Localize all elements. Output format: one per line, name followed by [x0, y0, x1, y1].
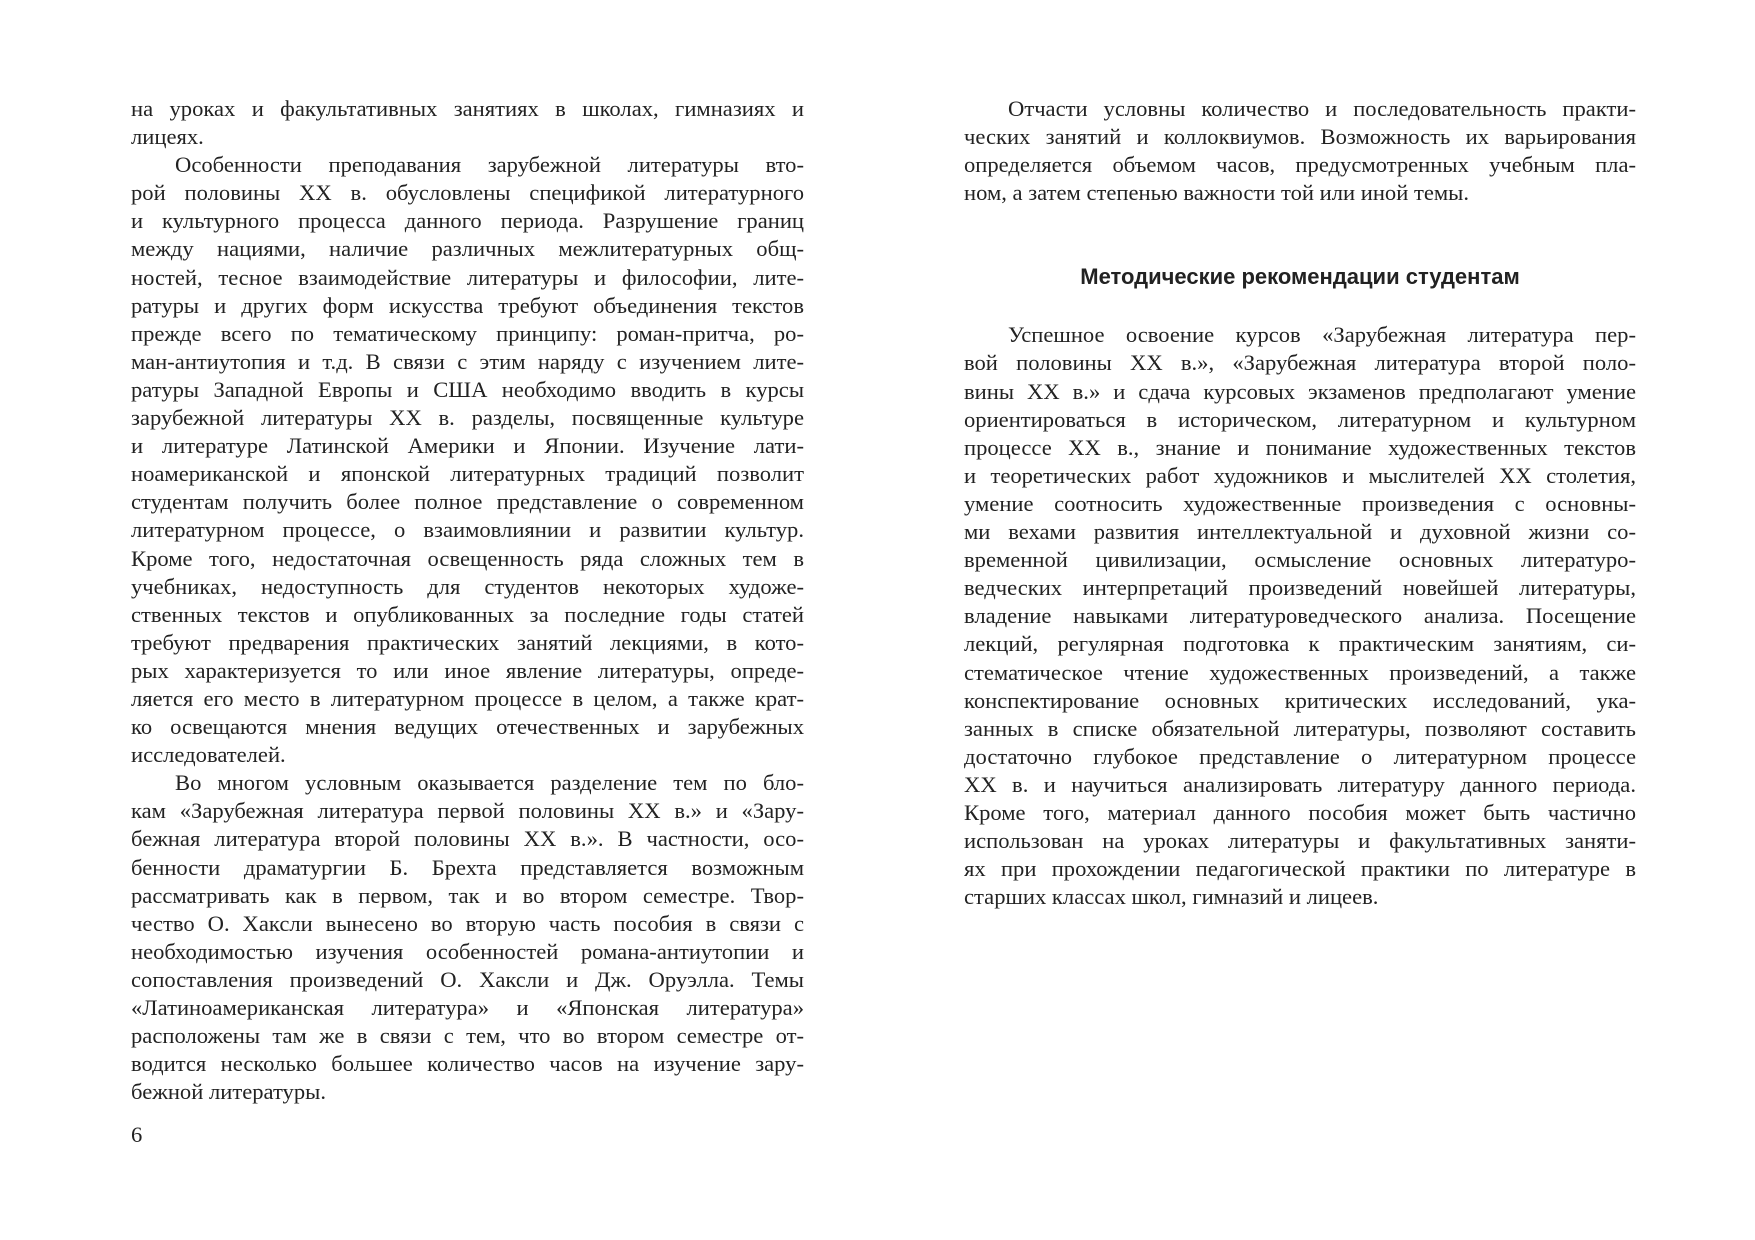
text-line: достаточно глубокое представление о литературном процессе [964, 743, 1636, 769]
left-paragraph-3 [131, 769, 804, 1106]
text-line: зарубежной литературы XX в. разделы, посвященные культуре [131, 405, 804, 431]
text-line: чество О. Хаксли вынесено во вторую часть пособия в связи с [131, 910, 804, 936]
right-body-paragraph [964, 321, 1636, 911]
text-line: рассматривать как в первом, так и во втором семестре. Твор- [131, 882, 804, 908]
text-line: старших классах школ, гимназий и лицеев. [964, 884, 1379, 910]
text-line: студентам получить более полное представление о современном [131, 489, 804, 515]
text-line: и литературе Латинской Америки и Японии. Изучение лати- [131, 433, 804, 459]
text-line: «Латиноамериканская литература» и «Японская литература» [131, 995, 804, 1020]
text-line: конспектирование основных критических исследований, ука- [964, 687, 1636, 713]
text-line: прежде всего по тематическому принципу: роман-притча, ро- [131, 320, 804, 346]
text-line: ратуры и других форм искусства требуют объединения текстов [131, 292, 804, 318]
text-line: исследователей. [131, 742, 286, 768]
text-line: ческих занятий и коллоквиумов. Возможность их варьирования [964, 124, 1636, 150]
text-line: вой половины XX в.», «Зарубежная литература второй поло- [964, 350, 1636, 376]
text-line: учебниках, недоступность для студентов некоторых художе- [131, 573, 804, 599]
text-line: Отчасти условны количество и последовательность практи- [1008, 96, 1636, 121]
text-line: временной цивилизации, осмысление основных литературо- [964, 547, 1636, 573]
text-line: требуют предварения практических занятий лекциями, в кото- [131, 629, 804, 655]
text-line: водится несколько большее количество часов на изучение зару- [131, 1051, 804, 1077]
text-line: ственных текстов и опубликованных за последние годы статей [131, 601, 804, 627]
text-line: Особенности преподавания зарубежной литературы вто- [175, 152, 804, 178]
text-line: рой половины XX в. обусловлены спецификой литературного [131, 180, 804, 206]
page-number: 6 [131, 1122, 143, 1147]
text-line: Кроме того, материал данного пособия может быть частично [964, 799, 1636, 825]
text-line: литературном процессе, о взаимовлиянии и развитии культур. [131, 517, 804, 543]
text-line: умение соотносить художественные произведения с основны- [964, 490, 1636, 516]
text-line: ратуры Западной Европы и США необходимо вводить в курсы [131, 376, 804, 402]
text-line: ноамериканской и японской литературных традиций позволит [131, 461, 804, 487]
text-line: занных в списке обязательной литературы, позволяют составить [964, 715, 1636, 741]
text-line: кам «Зарубежная литература первой половины XX в.» и «Зару- [131, 798, 804, 824]
left-page [131, 95, 804, 1106]
text-line: на уроках и факультативных занятиях в школах, гимназиях и [131, 96, 804, 121]
text-line: ман-антиутопия и т.д. В связи с этим наряду с изучением лите- [131, 348, 804, 374]
text-line: расположены там же в связи с тем, что во втором семестре от- [131, 1023, 804, 1049]
text-line: использован на уроках литературы и факультативных заняти- [964, 828, 1636, 854]
text-line: сопоставления произведений О. Хаксли и Дж. Оруэлла. Темы [131, 966, 804, 992]
text-line: бенности драматургии Б. Брехта представляется возможным [131, 854, 804, 880]
text-line: бежная литература второй половины XX в.». В частности, осо- [131, 826, 804, 852]
text-line: XX в. и научиться анализировать литературу данного периода. [964, 771, 1636, 797]
text-line: ном, а затем степенью важности той или иной темы. [964, 180, 1469, 206]
text-line: бежной литературы. [131, 1079, 326, 1105]
text-line: вины XX в.» и сдача курсовых экзаменов предполагают умение [964, 378, 1636, 404]
right-page [964, 95, 1636, 911]
text-line: лицеях. [131, 124, 204, 150]
text-line: Во многом условным оказывается разделение тем по бло- [175, 770, 804, 796]
text-line: ях при прохождении педагогической практики по литературе в [964, 856, 1636, 882]
text-line: ориентироваться в историческом, литературном и культурном [964, 406, 1636, 432]
left-paragraph-1 [131, 95, 804, 151]
text-line: ностей, тесное взаимодействие литературы и философии, лите- [131, 264, 804, 290]
text-line: определяется объемом часов, предусмотренных учебным пла- [964, 152, 1636, 178]
text-line: ко освещаются мнения ведущих отечественных и зарубежных [131, 714, 804, 740]
text-line: необходимостью изучения особенностей романа-антиутопии и [131, 938, 804, 964]
text-line: Кроме того, недостаточная освещенность ряда сложных тем в [131, 545, 804, 571]
left-paragraph-2 [131, 151, 804, 769]
text-line: ведческих интерпретаций произведений новейшей литературы, [964, 575, 1636, 601]
text-line: между нациями, наличие различных межлитературных общ- [131, 236, 804, 262]
text-line: владение навыками литературоведческого анализа. Посещение [964, 603, 1636, 629]
text-line: Успешное освоение курсов «Зарубежная литература пер- [1008, 322, 1636, 348]
text-line: и теоретических работ художников и мыслителей XX столетия, [964, 462, 1636, 488]
text-line: рых характеризуется то или иное явление литературы, опреде- [131, 657, 804, 683]
text-line: ляется его место в литературном процессе в целом, а также крат- [131, 685, 804, 711]
right-intro-paragraph [964, 95, 1636, 207]
text-line: лекций, регулярная подготовка к практическим занятиям, си- [964, 631, 1636, 657]
text-line: ми вехами развития интеллектуальной и духовной жизни со- [964, 519, 1636, 545]
text-line: процессе XX в., знание и понимание художественных текстов [964, 434, 1636, 460]
section-heading: Методические рекомендации студентам [1080, 264, 1520, 290]
text-line: стематическое чтение художественных произведений, а также [964, 659, 1636, 685]
text-line: и культурного процесса данного периода. Разрушение границ [131, 208, 804, 234]
